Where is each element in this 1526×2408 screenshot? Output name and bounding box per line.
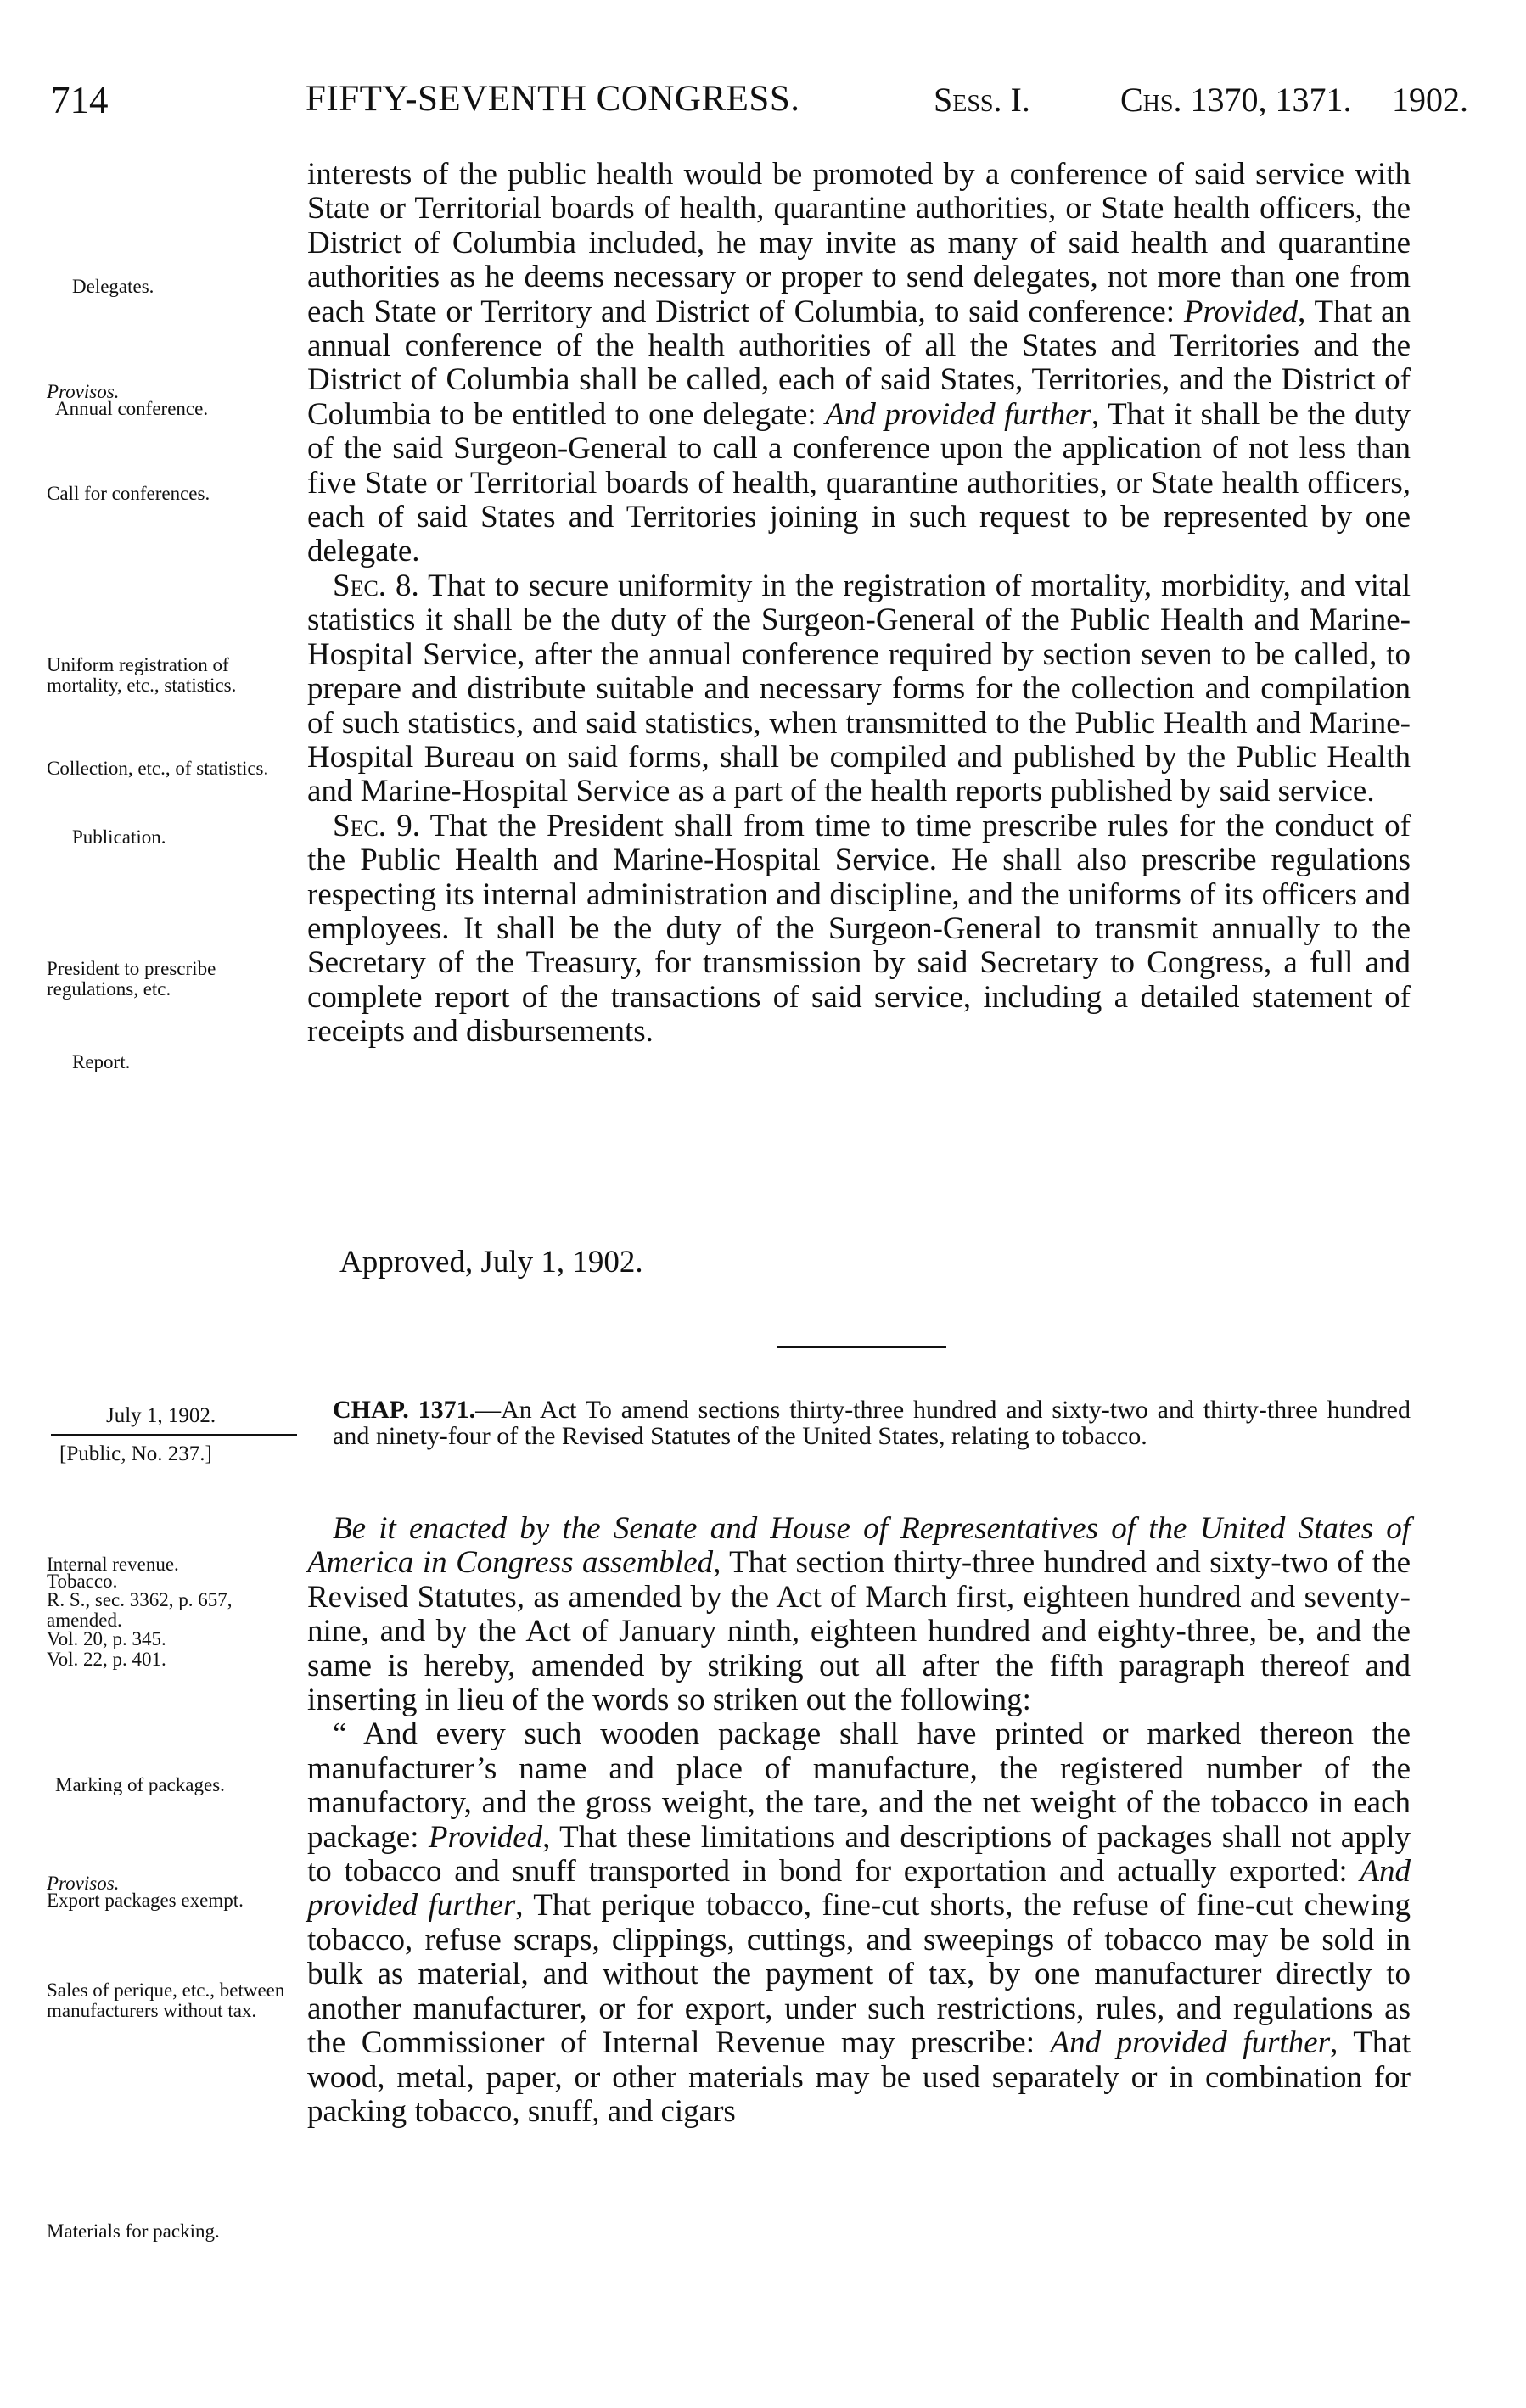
chapter-label: CHAP. 1371. <box>333 1396 476 1424</box>
chapters-label: Chs. 1370, 1371. <box>1120 81 1352 119</box>
margin-note: Export packages exempt. <box>47 1890 244 1911</box>
margin-note: Tobacco. <box>47 1571 118 1592</box>
margin-note: Vol. 20, p. 345. <box>47 1628 166 1649</box>
year-label: 1902. <box>1392 81 1468 119</box>
running-title: FIFTY-SEVENTH CONGRESS. <box>306 79 800 119</box>
margin-note: Publication. <box>72 826 166 848</box>
chapter-date-rule <box>51 1434 297 1436</box>
margin-note: Annual conference. <box>55 398 209 419</box>
margin-note: Materials for packing. <box>47 2220 220 2242</box>
margin-note: Provisos. <box>47 381 120 402</box>
session-label: Sess. I. <box>934 81 1030 119</box>
enactment-paragraph: Be it enacted by the Senate and House of Representatives of the United States of America in Congress assembled, That section thirty-three hundred and sixty-two of the Revised Statutes, as amended by the Act of March first, eighteen hundred and seventy-nine, and by the Act of January ninth, eighteen hundred and eighty-three, be, and the same is hereby, amended by striking out all after the fifth paragraph thereof and inserting in lieu of the words so striken out the following: <box>307 1511 1411 1718</box>
chapter-title: —An Act To amend sections thirty-three hundred and sixty-two and thirty-three hundred and ninety-four of the Revised Statutes of the United States, relating to tobacco. <box>333 1396 1411 1450</box>
margin-note: Delegates. <box>72 276 154 297</box>
public-number: [Public, No. 237.] <box>59 1442 212 1465</box>
running-header <box>51 78 1468 129</box>
paragraph-sec8: Sec. 8. That to secure uniformity in the registration of mortality, morbidity, and vital statistics it shall be the duty of the Surgeon-General of the Public Health and Marine-Hospital Service, after the annual conference required by section seven to be called, to prepare and distribute suitable and necessary forms for the collection and compilation of such statistics, and said statistics, when transmitted to the Public Health and Marine-Hospital Bureau on said forms, shall be compiled and published by the Public Health and Marine-Hospital Service as a part of the health reports published by said service. <box>307 568 1411 809</box>
margin-note: Collection, etc., of statistics. <box>47 758 269 779</box>
margin-note: Vol. 22, p. 401. <box>47 1649 166 1670</box>
section-divider <box>777 1346 946 1348</box>
margin-note: R. S., sec. 3362, p. 657, amended. <box>47 1589 233 1631</box>
margin-note: Sales of perique, etc., between manufacturers without tax. <box>47 1980 285 2021</box>
paragraph-sec9: Sec. 9. That the President shall from time to time prescribe rules for the conduct of the Public Health and Marine-Hospital Service. He shall also prescribe regulations respecting its internal administration and discipline, and the uniforms of its officers and employees. It shall be the duty of the Surgeon-General to transmit annually to the Secretary of the Treasury, for transmission by said Secretary to Congress, a full and complete report of the transactions of said service, including a detailed statement of receipts and disbursements. <box>307 808 1411 1050</box>
margin-note: Provisos. <box>47 1873 120 1894</box>
margin-note: President to prescribe regulations, etc. <box>47 958 216 1000</box>
section-body <box>307 158 1411 1050</box>
margin-note: Report. <box>72 1051 131 1072</box>
enactment-body <box>307 1512 1411 2129</box>
chapter-date: July 1, 1902. <box>106 1404 216 1427</box>
margin-note: Call for conferences. <box>47 483 210 504</box>
approved-line: Approved, July 1, 1902. <box>339 1245 643 1280</box>
paragraph-sec7-continued: interests of the public health would be promoted by a conference of said service with State or Territorial boards of health, quarantine authorities, or State health officers, the District of Columbia included, he may invite as many of said health and quarantine authorities as he deems necessary or proper to send delegates, not more than one from each State or Territory and District of Columbia, to said conference: Provided, That an annual conference of the health authorities of all the States and Territories and the District of Columbia shall be called, each of said States, Territories, and the District of Columbia to be entitled to one delegate: And provided further, That it shall be the duty of the said Surgeon-General to call a conference upon the application of not less than five State or Territorial boards of health, quarantine authorities, or State health officers, each of said States and Territories joining in such request to be represented by one delegate. <box>307 157 1411 569</box>
margin-note: Marking of packages. <box>55 1774 225 1795</box>
page-number: 714 <box>51 79 109 121</box>
chapter-heading <box>333 1397 1411 1449</box>
margin-note: Internal revenue. <box>47 1554 179 1575</box>
quoted-amendment: “ And every such wooden package shall have printed or marked thereon the manufacturer’s name and place of manufacture, the registered number of the manufactory, and the gross weight, the tare, and the net weight of the tobacco in each package: Provided, That these limitations and descriptions of packages shall not apply to tobacco and snuff transported in bond for exportation and actually exported: And provided further, That perique tobacco, fine-cut shorts, the refuse of fine-cut chewing tobacco, refuse scraps, clippings, cuttings, and sweepings of tobacco may be sold in bulk as material, and without the payment of tax, by one manufacturer directly to another manufacturer, or for export, under such restrictions, rules, and regulations as the Commissioner of Internal Revenue may prescribe: And provided further, That wood, metal, paper, or other materials may be used separately or in combination for packing tobacco, snuff, and cigars <box>307 1716 1411 2129</box>
margin-note: Uniform registration of mortality, etc., statistics. <box>47 654 237 696</box>
